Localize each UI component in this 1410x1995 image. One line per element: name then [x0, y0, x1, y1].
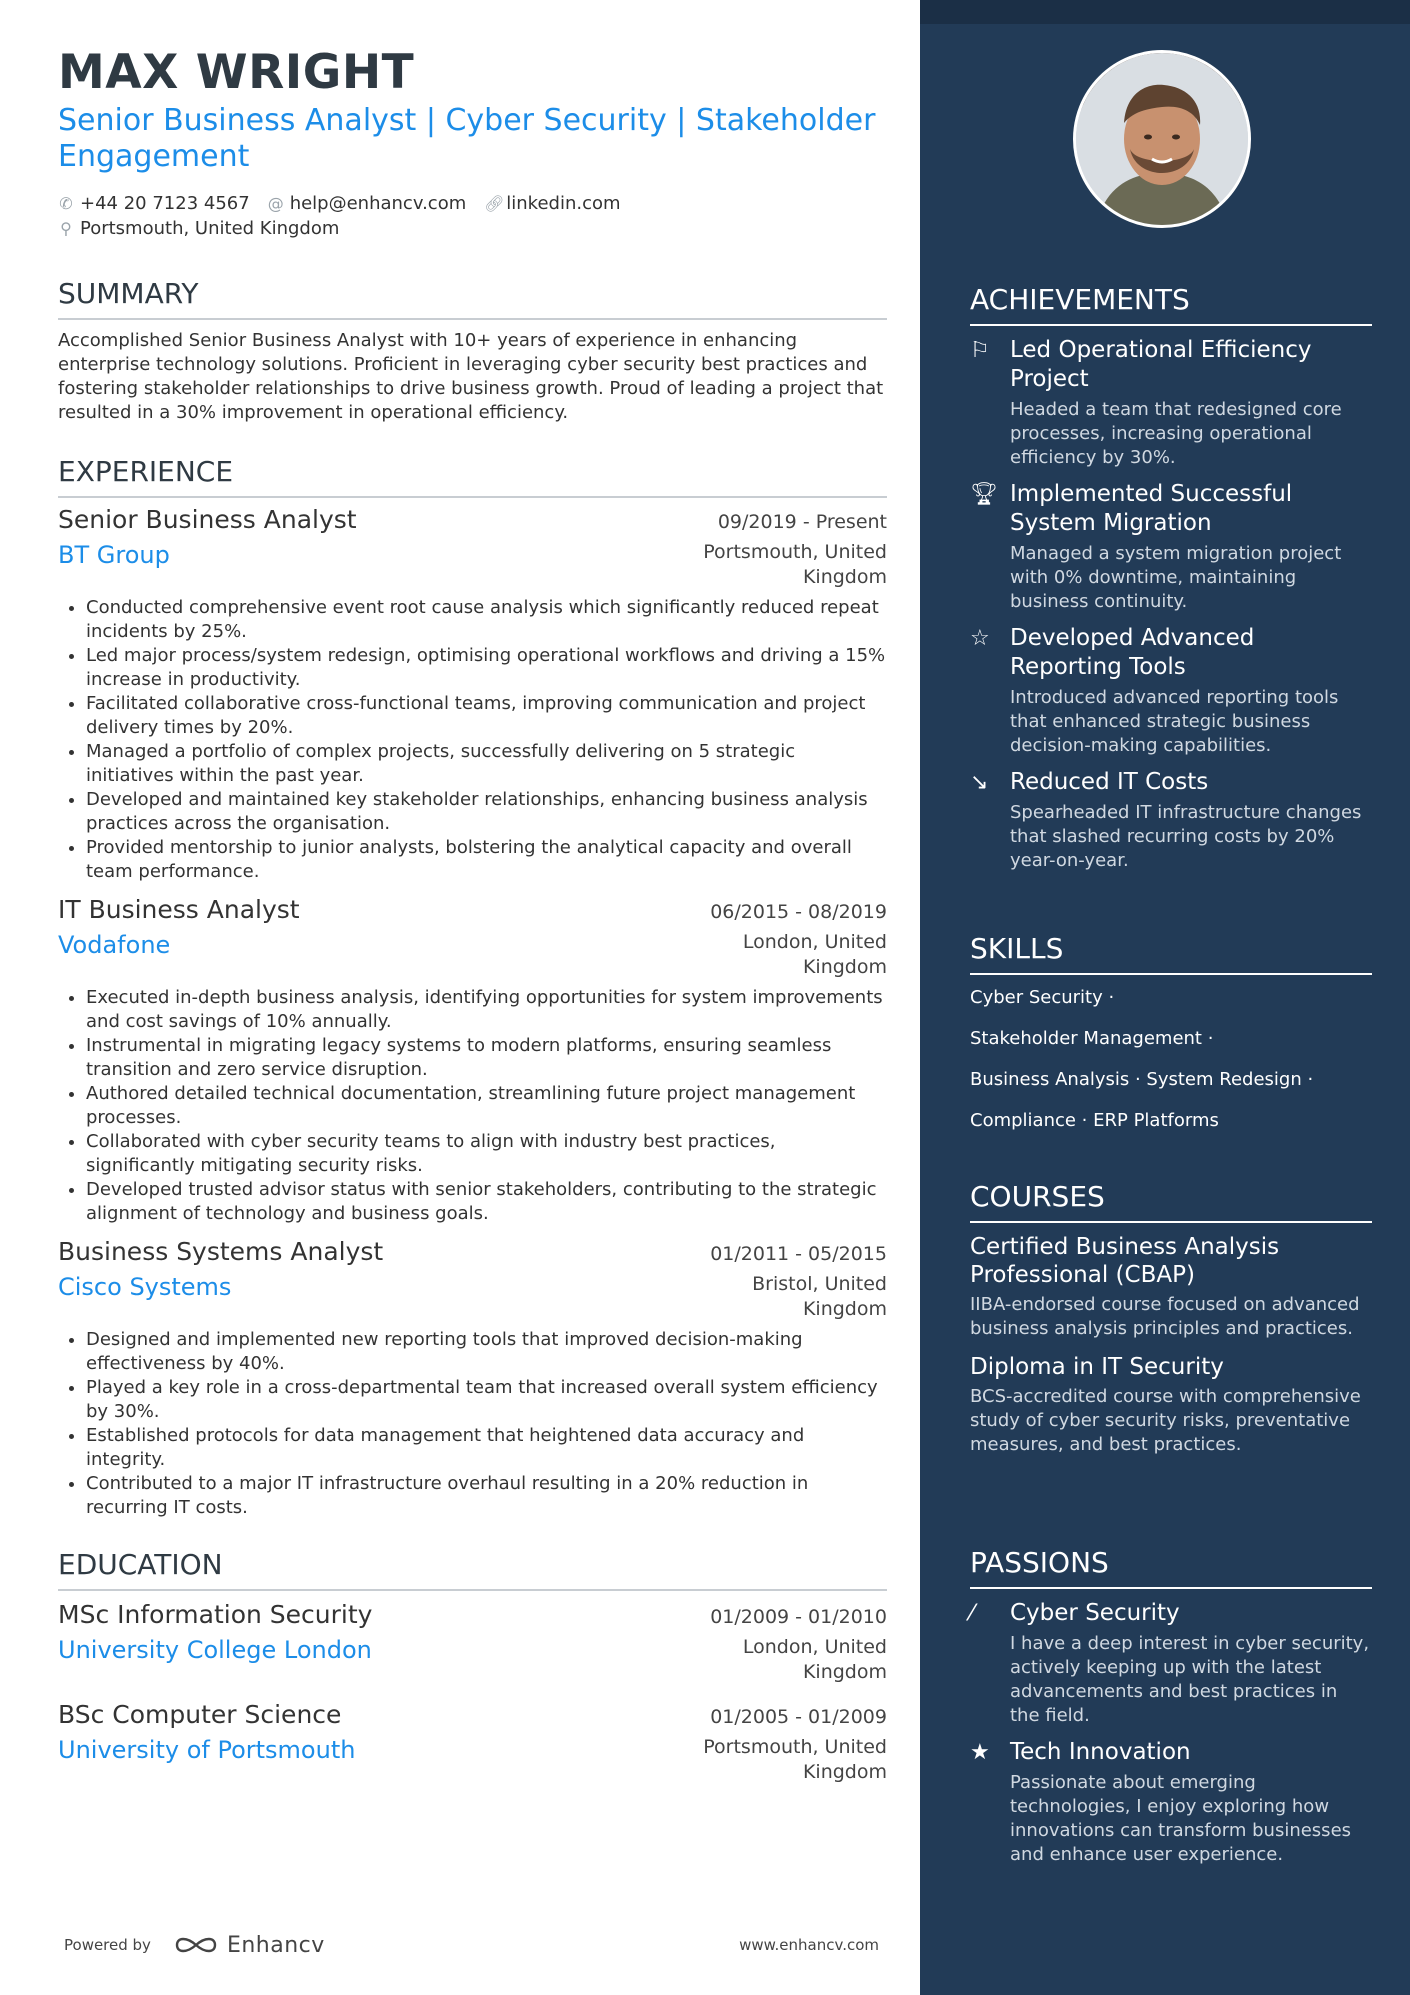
skills-heading: SKILLS — [970, 932, 1372, 975]
bullet-item: • Instrumental in migrating legacy systems to modern platforms, ensuring seamless transition and zero service disruption. — [86, 1034, 887, 1082]
education-entry — [58, 1599, 887, 1685]
candidate-name: MAX WRIGHT — [58, 45, 415, 100]
job-role: Senior Business Analyst — [58, 505, 357, 534]
phone-text: +44 20 7123 4567 — [80, 193, 250, 214]
degree: BSc Computer Science — [58, 1700, 342, 1729]
at-icon: @ — [267, 194, 284, 213]
education-date: 01/2009 - 01/2010 — [710, 1606, 887, 1628]
link-icon: 🔗︎ — [484, 194, 505, 213]
bullet-item: • Facilitated collaborative cross-functional teams, improving communication and project delivery times by 20%. — [86, 692, 887, 740]
bullet-item: • Led major process/system redesign, optimising operational workflows and driving a 15% increase in productivity. — [86, 644, 887, 692]
bullet-item: • Managed a portfolio of complex projects, successfully delivering on 5 strategic initiatives within the past year. — [86, 740, 887, 788]
job-entry — [58, 1236, 887, 1520]
star-filled-icon: ★ — [970, 1740, 990, 1765]
experience-heading: EXPERIENCE — [58, 455, 887, 498]
cost-icon: ↘ — [970, 770, 989, 795]
achievement-item — [970, 624, 1372, 758]
magic-wand-icon: ⁄ — [970, 1601, 974, 1626]
course-title: Diploma in IT Security — [970, 1354, 1224, 1380]
job-location-line-1: Bristol, United — [752, 1273, 887, 1295]
passion-item — [970, 1599, 1372, 1728]
achievement-title: Reduced IT Costs — [1010, 769, 1209, 795]
job-location — [677, 930, 887, 980]
degree: MSc Information Security — [58, 1600, 373, 1629]
job-date: 06/2015 - 08/2019 — [710, 901, 887, 923]
contact-info — [58, 191, 887, 241]
education-entry — [58, 1699, 887, 1785]
passion-title: Tech Innovation — [1010, 1739, 1191, 1765]
school[interactable]: University College London — [58, 1636, 372, 1664]
bullet-item: • Developed trusted advisor status with senior stakeholders, contributing to the strategic alignment of technology and business goals. — [86, 1178, 887, 1226]
avatar — [1073, 50, 1251, 228]
main-column — [58, 45, 887, 1785]
education-location — [677, 1735, 887, 1785]
job-location-line-1: Portsmouth, United — [703, 541, 887, 563]
school[interactable]: University of Portsmouth — [58, 1736, 356, 1764]
education-section — [58, 1548, 887, 1785]
education-location-line-2: Kingdom — [802, 1761, 887, 1783]
course-desc: IIBA-endorsed course focused on advanced business analysis principles and practices. — [970, 1294, 1360, 1339]
email-text: help@enhancv.com — [289, 193, 467, 214]
education-date: 01/2005 - 01/2009 — [710, 1706, 887, 1728]
summary-text: Accomplished Senior Business Analyst with 10+ years of experience in enhancing enterprise technology solutions. Proficient in leveraging cyber security best practices and fostering stakeholder relationships to drive business growth. Proud of leading a project that resulted in a 30% improvement in operational efficiency. — [58, 330, 884, 423]
job-location-line-1: London, United — [742, 931, 887, 953]
achievement-title: Led Operational Efficiency Project — [1010, 337, 1312, 392]
achievement-item — [970, 768, 1372, 873]
job-role: Business Systems Analyst — [58, 1237, 384, 1266]
bullet-item: • Contributed to a major IT infrastructure overhaul resulting in a 20% reduction in recurring IT costs. — [86, 1472, 887, 1520]
course-item — [970, 1353, 1372, 1457]
achievement-desc: Introduced advanced reporting tools that enhanced strategic business decision-making capabilities. — [1010, 687, 1339, 756]
bullet-item: • Conducted comprehensive event root cause analysis which significantly reduced repeat incidents by 25%. — [86, 596, 887, 644]
skills-list — [970, 983, 1372, 1135]
enhancv-logo-icon — [173, 1933, 219, 1957]
location-contact — [58, 216, 339, 241]
job-entry — [58, 504, 887, 884]
phone-contact[interactable] — [58, 191, 250, 216]
job-company[interactable]: Vodafone — [58, 931, 171, 959]
job-location-line-2: Kingdom — [802, 956, 887, 978]
job-entry — [58, 894, 887, 1226]
sidebar-top-band — [920, 0, 1410, 24]
achievement-title: Implemented Successful System Migration — [1010, 481, 1293, 536]
title-line-1: Senior Business Analyst | Cyber Security | Stakeholder — [58, 103, 876, 138]
passion-item — [970, 1738, 1372, 1867]
website-link[interactable]: www.enhancv.com — [739, 1936, 879, 1954]
job-date: 09/2019 - Present — [717, 511, 887, 533]
bullet-item: • Collaborated with cyber security teams to align with industry best practices, significantly mitigating security risks. — [86, 1130, 887, 1178]
sidebar — [920, 0, 1410, 1995]
job-date: 01/2011 - 05/2015 — [710, 1243, 887, 1265]
job-location — [677, 1272, 887, 1322]
course-title: Certified Business Analysis Professional (CBAP) — [970, 1234, 1280, 1288]
candidate-title — [58, 103, 887, 175]
education-heading: EDUCATION — [58, 1548, 887, 1591]
star-outline-icon: ☆ — [970, 626, 990, 651]
bullet-item: • Designed and implemented new reporting tools that improved decision-making effectiveness by 40%. — [86, 1328, 887, 1376]
skill-line: Business Analysis · System Redesign · — [970, 1069, 1314, 1090]
linkedin-text: linkedin.com — [506, 193, 621, 214]
brand-name: Enhancv — [226, 1932, 325, 1958]
experience-section — [58, 455, 887, 1520]
achievements-heading: ACHIEVEMENTS — [970, 283, 1372, 326]
skill-line: Stakeholder Management · — [970, 1028, 1214, 1049]
trophy-icon: 🏆︎ — [970, 482, 998, 507]
achievement-desc: Managed a system migration project with 0% downtime, maintaining business continuity. — [1010, 543, 1342, 612]
skills-section — [970, 932, 1372, 1135]
courses-heading: COURSES — [970, 1180, 1372, 1223]
bullet-item: • Played a key role in a cross-departmental team that increased overall system efficiency by 30%. — [86, 1376, 887, 1424]
education-location — [677, 1635, 887, 1685]
job-company[interactable]: BT Group — [58, 541, 170, 569]
bullet-item: • Developed and maintained key stakeholder relationships, enhancing business analysis practices across the organisation. — [86, 788, 887, 836]
bullet-item: • Executed in-depth business analysis, identifying opportunities for system improvements and cost savings of 10% annually. — [86, 986, 887, 1034]
passion-desc: I have a deep interest in cyber security, actively keeping up with the latest advancements and best practices in the field. — [1010, 1633, 1370, 1726]
education-location-line-1: Portsmouth, United — [703, 1736, 887, 1758]
passion-desc: Passionate about emerging technologies, I enjoy exploring how innovations can transform businesses and enhance user experience. — [1010, 1772, 1352, 1865]
job-bullets — [58, 596, 887, 884]
achievement-desc: Spearheaded IT infrastructure changes that slashed recurring costs by 20% year-on-year. — [1010, 802, 1362, 871]
title-line-2: Engagement — [58, 139, 250, 174]
location-pin-icon: ⚲ — [60, 219, 72, 238]
job-company[interactable]: Cisco Systems — [58, 1273, 232, 1301]
passions-section — [970, 1546, 1372, 1867]
course-item — [970, 1233, 1372, 1341]
job-role: IT Business Analyst — [58, 895, 300, 924]
achievement-title: Developed Advanced Reporting Tools — [1010, 625, 1255, 680]
portrait-image — [1076, 53, 1248, 225]
courses-section — [970, 1180, 1372, 1457]
achievement-item — [970, 336, 1372, 470]
passion-title: Cyber Security — [1010, 1600, 1180, 1626]
job-bullets — [58, 986, 887, 1226]
location-text: Portsmouth, United Kingdom — [80, 218, 340, 239]
bullet-item: • Authored detailed technical documentation, streamlining future project management processes. — [86, 1082, 887, 1130]
job-location — [677, 540, 887, 590]
email-contact[interactable] — [268, 191, 467, 216]
passions-heading: PASSIONS — [970, 1546, 1372, 1589]
skill-line: Cyber Security · — [970, 987, 1115, 1008]
powered-by-text: Powered by — [64, 1936, 151, 1954]
job-bullets — [58, 1328, 887, 1520]
achievement-desc: Headed a team that redesigned core processes, increasing operational efficiency by 30%. — [1010, 399, 1342, 468]
achievement-item — [970, 480, 1372, 614]
linkedin-contact[interactable] — [484, 191, 620, 216]
skill-line: Compliance · ERP Platforms — [970, 1110, 1219, 1131]
job-location-line-2: Kingdom — [802, 566, 887, 588]
powered-by — [64, 1933, 325, 1958]
achievements-section — [970, 283, 1372, 873]
flag-icon: ⚐ — [970, 338, 990, 363]
summary-heading: SUMMARY — [58, 277, 887, 320]
bullet-item: • Established protocols for data management that heightened data accuracy and integrity. — [86, 1424, 887, 1472]
footer — [64, 1930, 879, 1960]
course-desc: BCS-accredited course with comprehensive study of cyber security risks, preventative measures, and best practices. — [970, 1386, 1361, 1455]
summary-section — [58, 277, 887, 425]
education-location-line-2: Kingdom — [802, 1661, 887, 1683]
phone-icon: ✆ — [59, 194, 73, 213]
education-location-line-1: London, United — [742, 1636, 887, 1658]
bullet-item: • Provided mentorship to junior analysts, bolstering the analytical capacity and overall team performance. — [86, 836, 887, 884]
job-location-line-2: Kingdom — [802, 1298, 887, 1320]
